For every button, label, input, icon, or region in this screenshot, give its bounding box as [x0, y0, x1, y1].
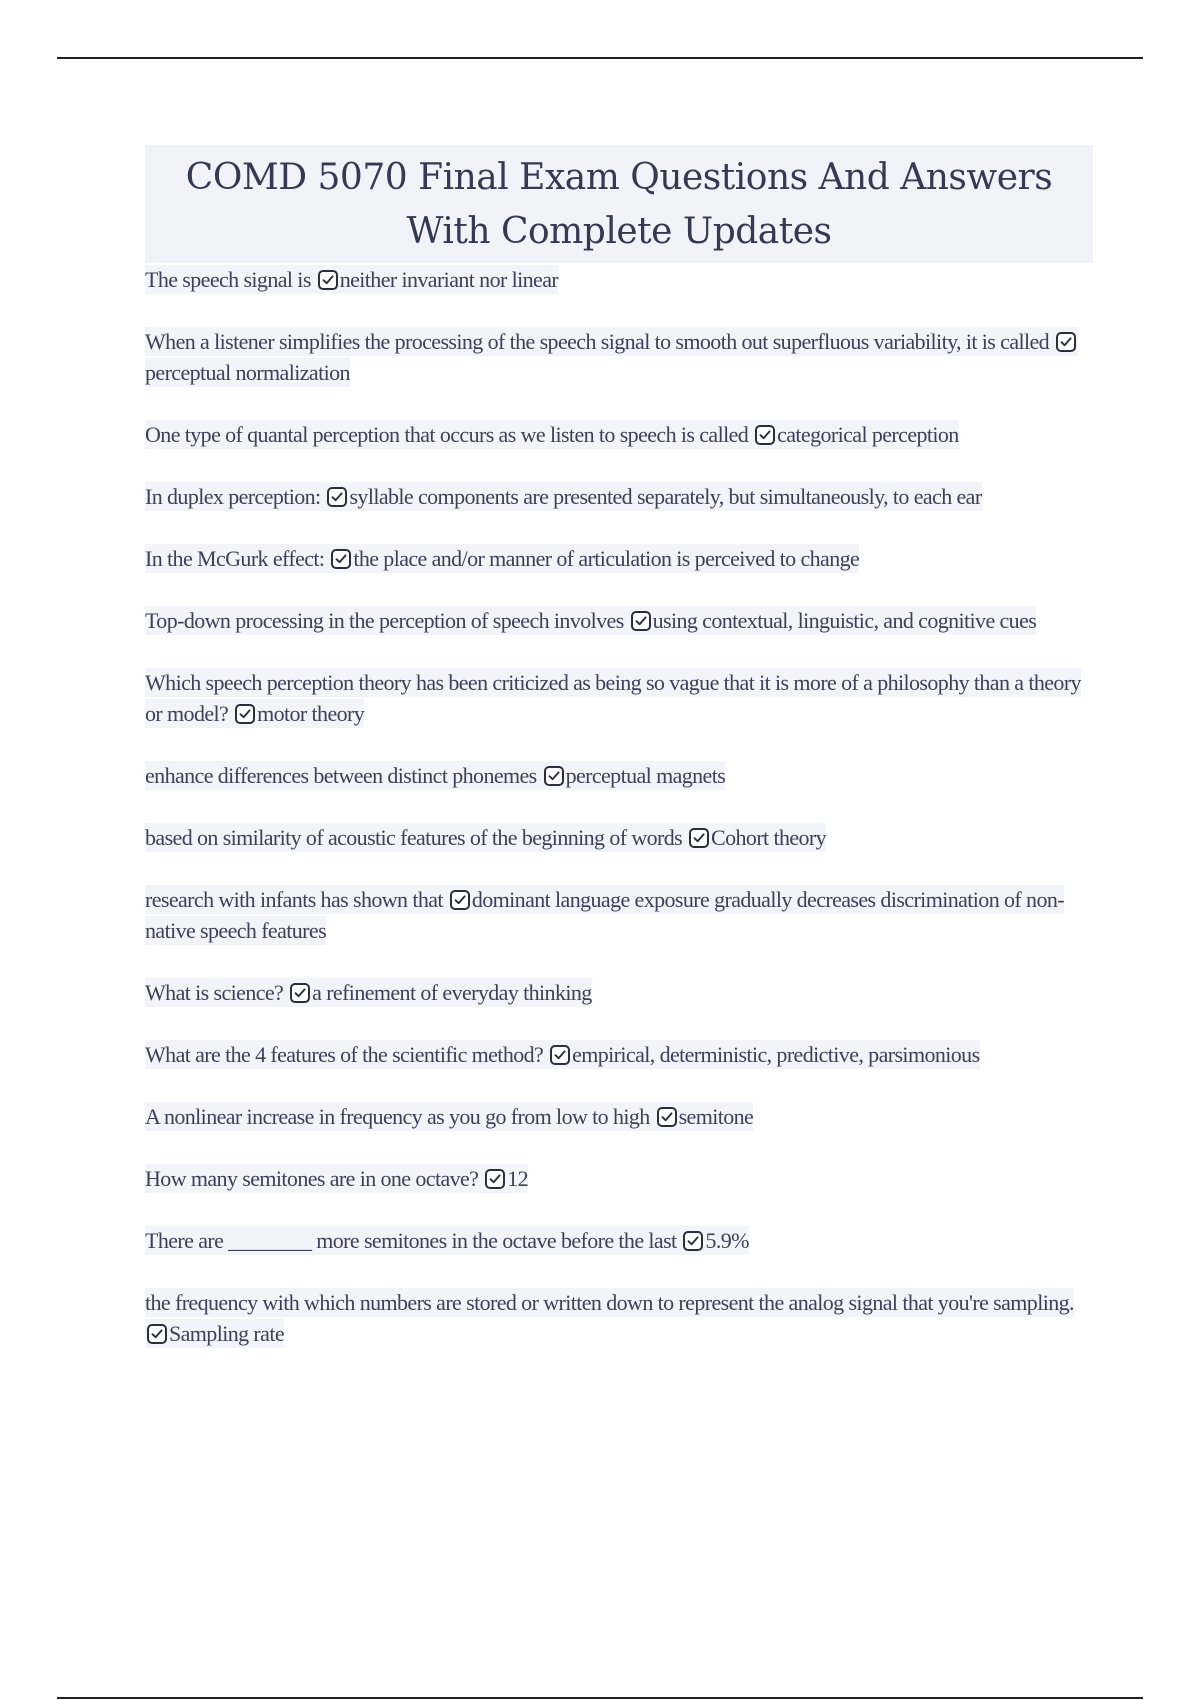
- qa-highlight: [145, 1164, 528, 1193]
- answer-text: 5.9%: [705, 1228, 749, 1253]
- qa-item: [145, 419, 1093, 450]
- checkbox-checked-icon: [318, 270, 338, 290]
- qa-item: [145, 1039, 1093, 1070]
- question-text: How many semitones are in one octave?: [145, 1166, 479, 1191]
- qa-highlight: [145, 668, 1081, 728]
- qa-highlight: [145, 420, 959, 449]
- qa-item: [145, 1163, 1093, 1194]
- answer-text: motor theory: [257, 701, 365, 726]
- question-text: What is science?: [145, 980, 284, 1005]
- qa-item: [145, 884, 1093, 946]
- answer-text: Cohort theory: [711, 825, 827, 850]
- question-text: the frequency with which numbers are stored or written down to represent the analog signal that you're sampling.: [145, 1290, 1074, 1315]
- answer-text: perceptual normalization: [145, 360, 350, 385]
- checkbox-checked-icon: [689, 828, 709, 848]
- qa-item: [145, 667, 1093, 729]
- answer-text: neither invariant nor linear: [339, 267, 559, 292]
- question-text: Which speech perception theory has been criticized as being so vague that it is more of a philosophy than a theory or model?: [145, 670, 1081, 726]
- question-text: What are the 4 features of the scientific method?: [145, 1042, 544, 1067]
- checkbox-checked-icon: [755, 425, 775, 445]
- qa-item: [145, 1287, 1093, 1349]
- question-text: based on similarity of acoustic features of the beginning of words: [145, 825, 683, 850]
- question-text: In the McGurk effect:: [145, 546, 325, 571]
- qa-highlight: [145, 482, 982, 511]
- checkbox-checked-icon: [485, 1169, 505, 1189]
- question-text: enhance differences between distinct phonemes: [145, 763, 537, 788]
- answer-text: syllable components are presented separately, but simultaneously, to each ear: [349, 484, 982, 509]
- qa-highlight: [145, 1102, 753, 1131]
- qa-item: [145, 977, 1093, 1008]
- checkbox-checked-icon: [450, 890, 470, 910]
- answer-text: categorical perception: [777, 422, 959, 447]
- qa-item: [145, 760, 1093, 791]
- qa-highlight: [145, 1288, 1074, 1348]
- qa-highlight: [145, 978, 592, 1007]
- checkbox-checked-icon: [331, 549, 351, 569]
- checkbox-checked-icon: [544, 766, 564, 786]
- question-text: A nonlinear increase in frequency as you go from low to high: [145, 1104, 650, 1129]
- qa-item: [145, 326, 1093, 388]
- checkbox-checked-icon: [631, 611, 651, 631]
- checkbox-checked-icon: [550, 1045, 570, 1065]
- document-title: COMD 5070 Final Exam Questions And Answers With Complete Updates: [185, 157, 1053, 252]
- checkbox-checked-icon: [1056, 332, 1076, 352]
- qa-item: [145, 1225, 1093, 1256]
- qa-highlight: [145, 606, 1036, 635]
- qa-item: [145, 822, 1093, 853]
- checkbox-checked-icon: [290, 983, 310, 1003]
- answer-text: Sampling rate: [169, 1321, 285, 1346]
- answer-text: dominant language exposure gradually decreases discrimination of non-native speech features: [145, 887, 1064, 943]
- qa-highlight: [145, 823, 826, 852]
- answer-text: the place and/or manner of articulation is perceived to change: [353, 546, 860, 571]
- document-body: [145, 145, 1093, 1380]
- top-rule: [57, 57, 1143, 59]
- checkbox-checked-icon: [327, 487, 347, 507]
- qa-highlight: [145, 885, 1064, 945]
- qa-item: [145, 605, 1093, 636]
- question-text: The speech signal is: [145, 267, 311, 292]
- answer-text: empirical, deterministic, predictive, parsimonious: [572, 1042, 980, 1067]
- question-text: One type of quantal perception that occurs as we listen to speech is called: [145, 422, 749, 447]
- qa-highlight: [145, 544, 859, 573]
- qa-item: [145, 1101, 1093, 1132]
- answer-text: semitone: [678, 1104, 754, 1129]
- checkbox-checked-icon: [147, 1324, 167, 1344]
- question-text: Top-down processing in the perception of speech involves: [145, 608, 624, 633]
- question-text: There are ________ more semitones in the octave before the last: [145, 1228, 677, 1253]
- checkbox-checked-icon: [235, 704, 255, 724]
- checkbox-checked-icon: [683, 1231, 703, 1251]
- qa-item: [145, 543, 1093, 574]
- title-block: [145, 145, 1093, 263]
- qa-highlight: [145, 265, 558, 294]
- question-text: When a listener simplifies the processing of the speech signal to smooth out superfluous variability, it is called: [145, 329, 1050, 354]
- answer-text: perceptual magnets: [565, 763, 726, 788]
- qa-highlight: [145, 761, 725, 790]
- bottom-rule: [57, 1697, 1143, 1699]
- answer-text: using contextual, linguistic, and cognitive cues: [652, 608, 1037, 633]
- question-text: In duplex perception:: [145, 484, 321, 509]
- question-text: research with infants has shown that: [145, 887, 443, 912]
- qa-highlight: [145, 1226, 749, 1255]
- qa-highlight: [145, 1040, 980, 1069]
- qa-list: [145, 264, 1093, 1349]
- qa-item: [145, 264, 1093, 295]
- answer-text: 12: [507, 1166, 529, 1191]
- qa-highlight: [145, 327, 1078, 387]
- checkbox-checked-icon: [657, 1107, 677, 1127]
- answer-text: a refinement of everyday thinking: [312, 980, 592, 1005]
- qa-item: [145, 481, 1093, 512]
